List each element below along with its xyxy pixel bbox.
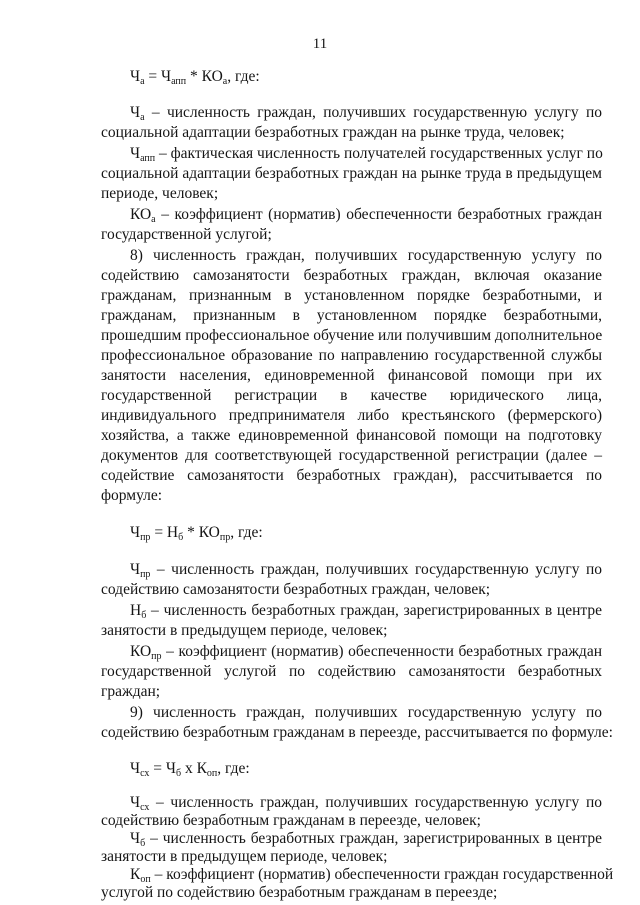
definition-line: государственной услугой по содействию самозанятости безработных [101, 663, 602, 680]
definition-line: $Н_б$ – численность безработных граждан, зарегистрированных в центре [130, 602, 602, 621]
item-8-line: гражданам, признанным в установленном порядке безработными, [101, 307, 602, 324]
definition-line: $Ч_{пр}$ – численность граждан, получивших государственную услугу по [130, 561, 602, 580]
item-8-line: содействие самозанятости безработных граждан), рассчитывается по [101, 467, 602, 484]
formula-adaptation: $Ч_а = Ч_{апп} * КО_а$, где: [130, 68, 260, 87]
item-8-line: профессиональное образование по направлению государственной службы [101, 347, 602, 364]
item-8-line: индивидуального предпринимателя либо крестьянского (фермерского) [101, 407, 602, 424]
definition-line: социальной адаптации безработных граждан на рынке труда в предыдущем [101, 165, 602, 182]
definition-line: $Ч_б$ – численность безработных граждан, зарегистрированных в центре [130, 830, 602, 849]
definition-line: периоде, человек; [101, 185, 219, 202]
item-8-line: 8) численность граждан, получивших государственную услугу по [130, 247, 602, 264]
item-8-line: прошедшим профессиональное обучение или получившим дополнительное [101, 327, 603, 344]
item-8-line: хозяйства, а также единовременной финансовой помощи на подготовку [101, 427, 602, 444]
definition-line: $КО_а$ – коэффициент (норматив) обеспеченности безработных граждан [130, 206, 602, 225]
page-number: 11 [312, 36, 328, 52]
formula-self-employment: $Ч_{пр} = Н_б * КО_{пр}$, где: [130, 524, 263, 543]
definition-line: государственной услугой; [101, 226, 272, 243]
definition-line: содействию безработным гражданам в переезде, человек; [101, 812, 481, 829]
definition-line: $Ч_а$ – численность граждан, получивших государственную услугу по [130, 104, 602, 123]
definition-line: $Ч_{сх}$ – численность граждан, получивших государственную услугу по [130, 794, 602, 813]
definition-line: граждан; [101, 683, 161, 700]
item-8-line: документов для соответствующей государственной регистрации (далее – [101, 447, 602, 464]
definition-line: $Ч_{апп}$ – фактическая численность получателей государственных услуг по [130, 145, 603, 164]
formula-relocation: $Ч_{сх} = Ч_б$ х $К_{оп}$, где: [130, 760, 250, 779]
item-8-line: государственной регистрации в качестве юридического лица, [101, 387, 602, 404]
definition-line: содействию самозанятости безработных граждан, человек; [101, 581, 491, 598]
item-8-line: содействию самозанятости безработных граждан, включая оказание [101, 267, 602, 284]
item-8-line: гражданам, признанным в установленном порядке безработными, и [101, 287, 602, 304]
definition-line: занятости в предыдущем периоде, человек; [101, 622, 388, 639]
definition-line: $К_{оп}$ – коэффициент (норматив) обеспеченности граждан государственной [130, 866, 614, 885]
definition-line: занятости в предыдущем периоде, человек; [101, 848, 388, 865]
item-9-line: содействию безработным гражданам в переезде, рассчитывается по формуле: [101, 724, 613, 741]
definition-line: $КО_{пр}$ – коэффициент (норматив) обеспеченности безработных граждан [130, 643, 602, 662]
item-8-line: формуле: [101, 487, 163, 504]
definition-line: социальной адаптации безработных граждан на рынке труда, человек; [101, 124, 565, 141]
item-9-line: 9) численность граждан, получивших государственную услугу по [130, 704, 602, 721]
definition-line: услугой по содействию безработным гражданам в переезде; [101, 884, 498, 901]
item-8-line: занятости населения, единовременной финансовой помощи при их [101, 367, 602, 384]
